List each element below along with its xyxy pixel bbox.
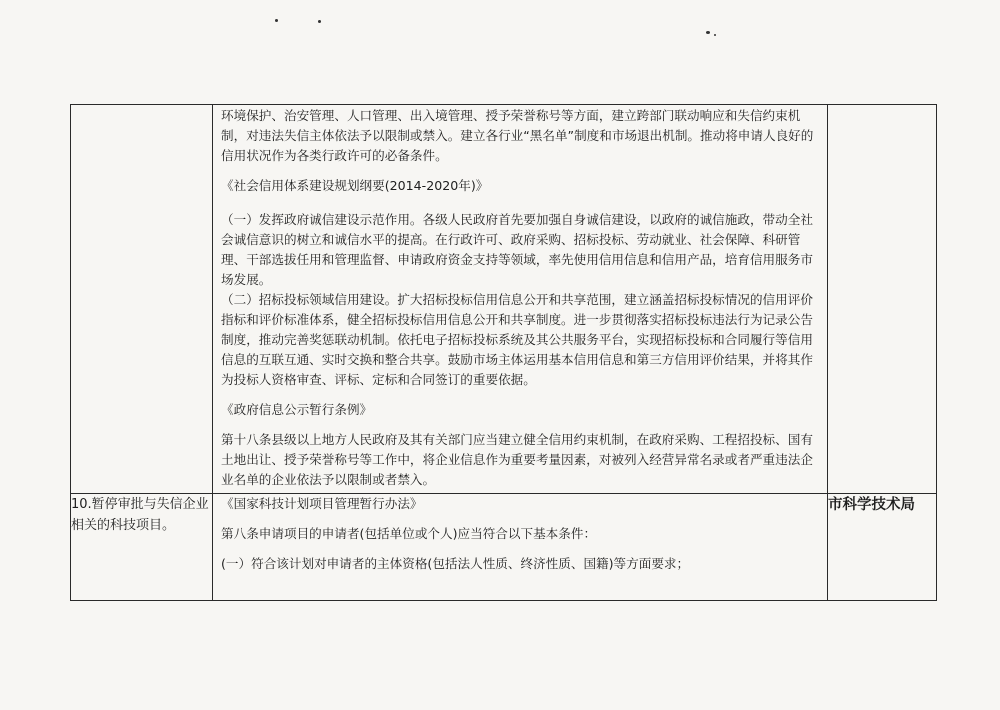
scan-speck [714,34,716,36]
policy-table [70,104,937,601]
item-cell-empty [71,105,213,494]
regulation-title: 《国家科技计划项目管理暂行办法》 [221,496,423,511]
basis-paragraph: 第八条申请项目的申请者(包括单位或个人)应当符合以下基本条件： [221,526,597,541]
department-cell: 市科学技术局 [828,494,937,601]
basis-paragraph: 环境保护、治安管理、人口管理、出入境管理、授予荣誉称号等方面，建立跨部门联动响应和失信约束机制，对违法失信主体依法予以限制或禁入。建立各行业“黑名单”制度和市场退出机制。推动将申请人良好的信用状况作为各类行政许可的必备条件。 [221,108,814,163]
department-cell-empty [828,105,937,494]
regulation-title: 《社会信用体系建设规划纲要(2014-2020年)》 [221,178,489,193]
basis-cell [213,105,828,494]
scan-speck [706,31,710,34]
basis-cell [213,494,828,601]
table-row [71,105,937,494]
basis-paragraph: （一）发挥政府诚信建设示范作用。各级人民政府首先要加强自身诚信建设，以政府的诚信施政，带动全社会诚信意识的树立和诚信水平的提高。在行政许可、政府采购、招标投标、劳动就业、社会保障、科研管理、干部选拔任用和管理监督、申请政府资金支持等领域，率先使用信用信息和信用产品，培育信用服务市场发展。 [221,212,813,287]
scan-speck [318,20,321,23]
regulation-title: 《政府信息公示暂行条例》 [221,402,373,417]
item-cell: 10.暂停审批与失信企业相关的科技项目。 [71,494,213,601]
scan-speck [275,19,278,22]
basis-paragraph: 第十八条县级以上地方人民政府及其有关部门应当建立健全信用约束机制，在政府采购、工程招投标、国有土地出让、授予荣誉称号等工作中，将企业信息作为重要考量因素，对被列入经营异常名录或者严重违法企业名单的企业依法予以限制或者禁入。 [221,432,813,487]
table-row [71,494,937,601]
basis-paragraph: (一）符合该计划对申请者的主体资格(包括法人性质、终济性质、国籍)等方面要求； [221,556,690,571]
basis-paragraph: （二）招标投标领域信用建设。扩大招标投标信用信息公开和共享范围，建立涵盖招标投标情况的信用评价指标和评价标准体系，健全招标投标信用信息公开和共享制度。进一步贯彻落实招标投标违法行为记录公告制度，推动完善奖惩联动机制。依托电子招标投标系统及其公共服务平台，实现招标投标和合同履行等信用信息的互联互通、实时交换和整合共享。鼓励市场主体运用基本信用信息和第三方信用评价结果，并将其作为投标人资格审查、评标、定标和合同签订的重要依据。 [221,292,813,387]
